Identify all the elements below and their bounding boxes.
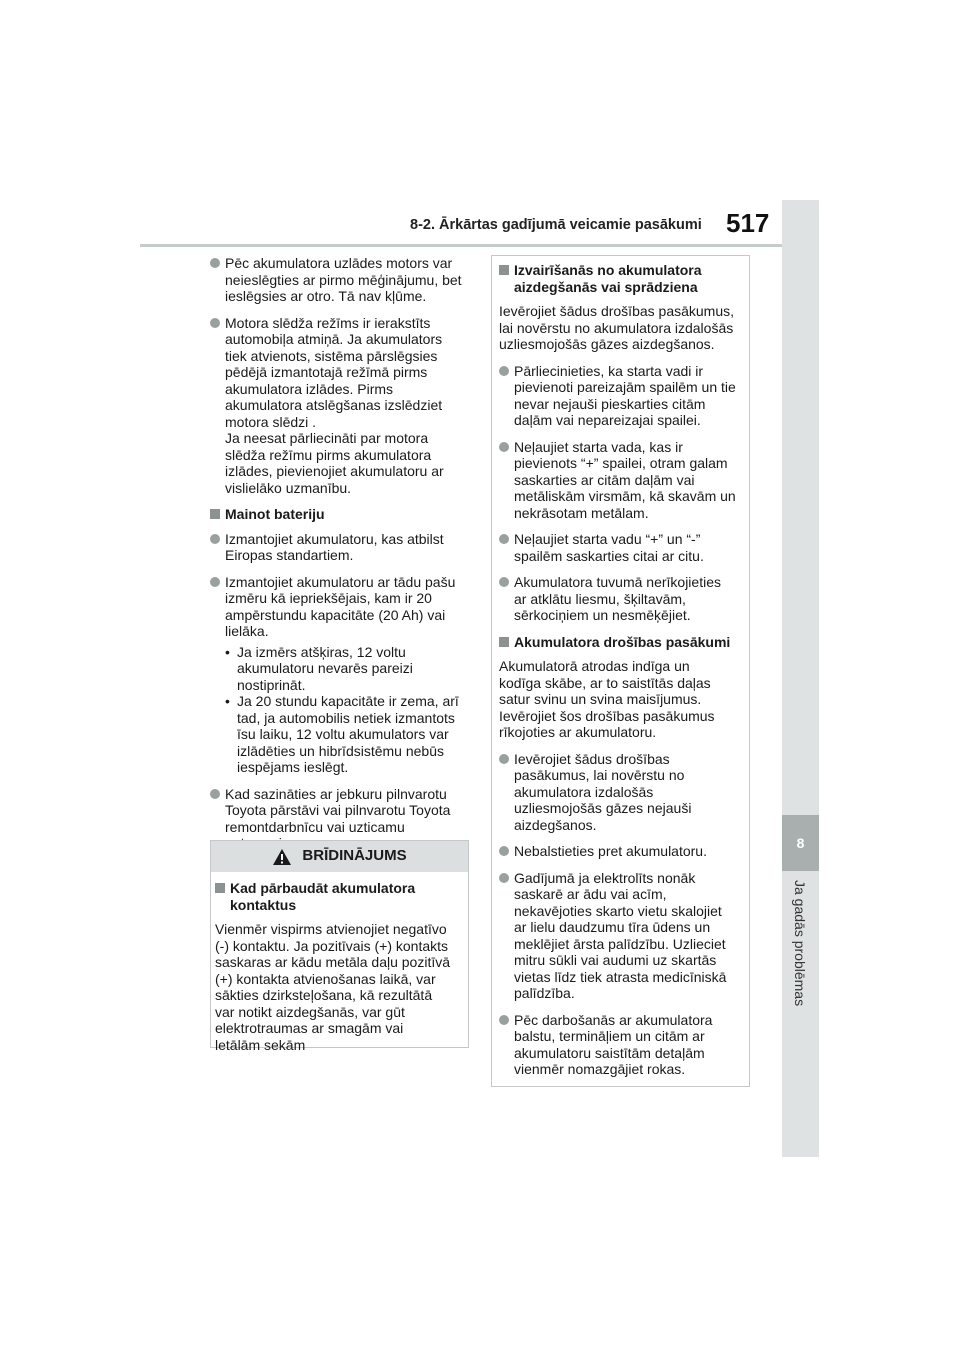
list-item bbox=[499, 531, 742, 564]
bullet-icon bbox=[210, 318, 220, 328]
warning-header bbox=[211, 841, 468, 872]
list-item bbox=[210, 531, 470, 564]
bullet-icon bbox=[499, 577, 509, 587]
warning-box bbox=[210, 840, 469, 1053]
paragraph: Ievērojiet šādus drošības pasākumus, lai novērstu no akumulatora izdalošās uzliesmojošās gāzes aizdegšanos. bbox=[499, 303, 735, 352]
list-item bbox=[210, 315, 470, 497]
sub-list-item-text: Ja 20 stundu kapacitāte ir zema, arī tad, ja automobilis netiek izmantots īsu laiku, 12 voltu akumulators var izlādēties un hibrīdsistēmu nebūs iespējams ieslēgt. bbox=[237, 693, 459, 775]
bullet-icon bbox=[499, 846, 509, 856]
list-item-text: Neļaujiet starta vada, kas ir pievienots “+” spailei, otram galam saskarties ar citām daļām vai metāliskām virsmām, kā skavām un nekrāsotam metālam. bbox=[514, 438, 736, 521]
chapter-number: 8 bbox=[796, 835, 805, 851]
square-marker-icon bbox=[499, 637, 509, 647]
list-item bbox=[499, 363, 742, 429]
list-item-text: Izmantojiet akumulatoru, kas atbilst Eiropas standartiem. bbox=[225, 530, 444, 563]
subheading bbox=[499, 634, 742, 651]
list-item-text: Pārliecinieties, ka starta vadi ir pievienoti pareizajām spailēm un tie nevar nejauši pieskarties citām daļām vai nepareizajai spailei. bbox=[514, 362, 736, 428]
bullet-icon bbox=[499, 1015, 509, 1025]
list-item-text: Izmantojiet akumulatoru ar tādu pašu izmēru kā iepriekšējais, kam ir 20 ampērstundu kapacitāte (20 Ah) vai lielāka. bbox=[225, 573, 456, 639]
chapter-number-box bbox=[782, 815, 819, 871]
chapter-title: Ja gadās problēmas bbox=[792, 880, 808, 1007]
sub-list-item bbox=[225, 644, 470, 694]
subheading bbox=[210, 506, 470, 523]
warning-triangle-icon bbox=[272, 848, 292, 866]
square-marker-icon bbox=[215, 883, 225, 893]
left-column bbox=[210, 255, 470, 862]
list-item-text: Akumulatora tuvumā nerīkojieties ar atklātu liesmu, šķiltavām, sērkociņiem un nesmēķējiet. bbox=[514, 574, 721, 623]
subheading-text: Izvairīšanās no akumulatora aizdegšanās vai sprādziena bbox=[514, 262, 702, 295]
warning-text: Vienmēr vispirms atvienojiet negatīvo (-) kontaktu. Ja pozitīvais (+) kontakts saskaras ar kādu metāla daļu pozitīvā (+) kontakta atvienošanas laikā, var sākties dzirksteļošana, kā rezultātā var notikt aizdegšanās, var gūt elektrotraumas ar smagām vai letālām sekām bbox=[215, 921, 451, 1053]
list-item-text: Gadījumā ja elektrolīts nonāk saskarē ar ādu vai acīm, nekavējoties skarto vietu skalojiet ar lielu daudzumu tīra ūdens un meklējiet ārsta palīdzību. Uzlieciet mitru sūkli vai audumi uz skartās vietas līdz tiek atrasta medicīniskā palīdzība. bbox=[514, 869, 727, 1001]
list-item bbox=[499, 843, 742, 860]
list-item bbox=[499, 574, 742, 624]
list-item-text: Kad sazināties ar jebkuru pilnvarotu Toyota pārstāvi vai pilnvarotu Toyota remontdarbnīcu vai uzticamu bbox=[225, 785, 451, 835]
warning-subheading bbox=[215, 880, 464, 913]
list-item-text: Neļaujiet starta vadu “+” un “-” spailēm saskarties citai ar citu. bbox=[514, 531, 704, 564]
subheading-text: Mainot bateriju bbox=[225, 506, 325, 522]
paragraph: Akumulatorā atrodas indīga un kodīga skābe, ar to saistītās daļas satur svinu un svina maisījumus. Ievērojiet šos drošības pasākumus rīkojoties ar akumulatoru. bbox=[499, 658, 715, 740]
right-column-box bbox=[491, 255, 750, 1087]
list-item bbox=[499, 1012, 742, 1078]
list-item-text: Motora slēdža režīms ir ierakstīts automobiļa atmiņā. Ja akumulators tiek atvienots, sistēma pārslēgsies pēdējā izmantotajā režīmā pirms akumulatora izlādes. Pirms akumulatora atslēgšanas izslēdziet motora slēdzi . Ja neesat pārliecināti par motora slēdža režīmu pirms akumulatora izlādes, pievienojiet akumulatoru ar vislielāko uzmanību. bbox=[225, 314, 444, 496]
bullet-icon bbox=[210, 534, 220, 544]
warning-body bbox=[211, 872, 468, 1053]
sub-list bbox=[225, 644, 470, 776]
list-item bbox=[499, 751, 742, 834]
list-item-text: Nebalstieties pret akumulatoru. bbox=[514, 843, 707, 859]
list-item bbox=[210, 574, 470, 640]
warning-title: BRĪDINĀJUMS bbox=[302, 847, 407, 865]
sub-bullet-marker: • bbox=[225, 693, 230, 709]
sub-list-item-text: Ja izmērs atšķiras, 12 voltu akumulatoru nevarēs pareizi nostiprināt. bbox=[237, 643, 413, 693]
square-marker-icon bbox=[499, 265, 509, 275]
list-item-text: Pēc darbošanās ar akumulatora balstu, termināļiem un citām ar akumulatoru saistītām detaļām vienmēr nomazgājiet rokas. bbox=[514, 1011, 713, 1077]
list-item bbox=[210, 255, 470, 305]
subheading bbox=[499, 262, 742, 295]
page-number: 517 bbox=[726, 208, 770, 238]
bullet-icon bbox=[210, 577, 220, 587]
bullet-icon bbox=[499, 366, 509, 376]
bullet-icon bbox=[499, 873, 509, 883]
subheading-text: Akumulatora drošības pasākumi bbox=[514, 633, 731, 650]
bullet-icon bbox=[210, 789, 220, 799]
header-divider bbox=[140, 244, 782, 247]
list-item-text: Ievērojiet šādus drošības pasākumus, lai novērstu no akumulatora izdalošās uzliesmojošās gāzes nejauši aizdegšanos. bbox=[514, 750, 692, 833]
sub-bullet-marker: • bbox=[225, 643, 230, 660]
list-item bbox=[499, 870, 742, 1002]
sub-list-item bbox=[225, 693, 470, 776]
bullet-icon bbox=[499, 534, 509, 544]
bullet-icon bbox=[499, 754, 509, 764]
list-item bbox=[499, 439, 742, 522]
bullet-icon bbox=[499, 442, 509, 452]
list-item-text: Pēc akumulatora uzlādes motors var neieslēgties ar pirmo mēģinājumu, bet ieslēgsies ar otro. Tā nav kļūme. bbox=[225, 255, 462, 304]
bullet-icon bbox=[210, 258, 220, 268]
section-title: 8-2. Ārkārtas gadījumā veicamie pasākumi bbox=[410, 217, 702, 233]
warning-subheading-text: Kad pārbaudāt akumulatora kontaktus bbox=[230, 880, 416, 913]
square-marker-icon bbox=[210, 509, 220, 519]
